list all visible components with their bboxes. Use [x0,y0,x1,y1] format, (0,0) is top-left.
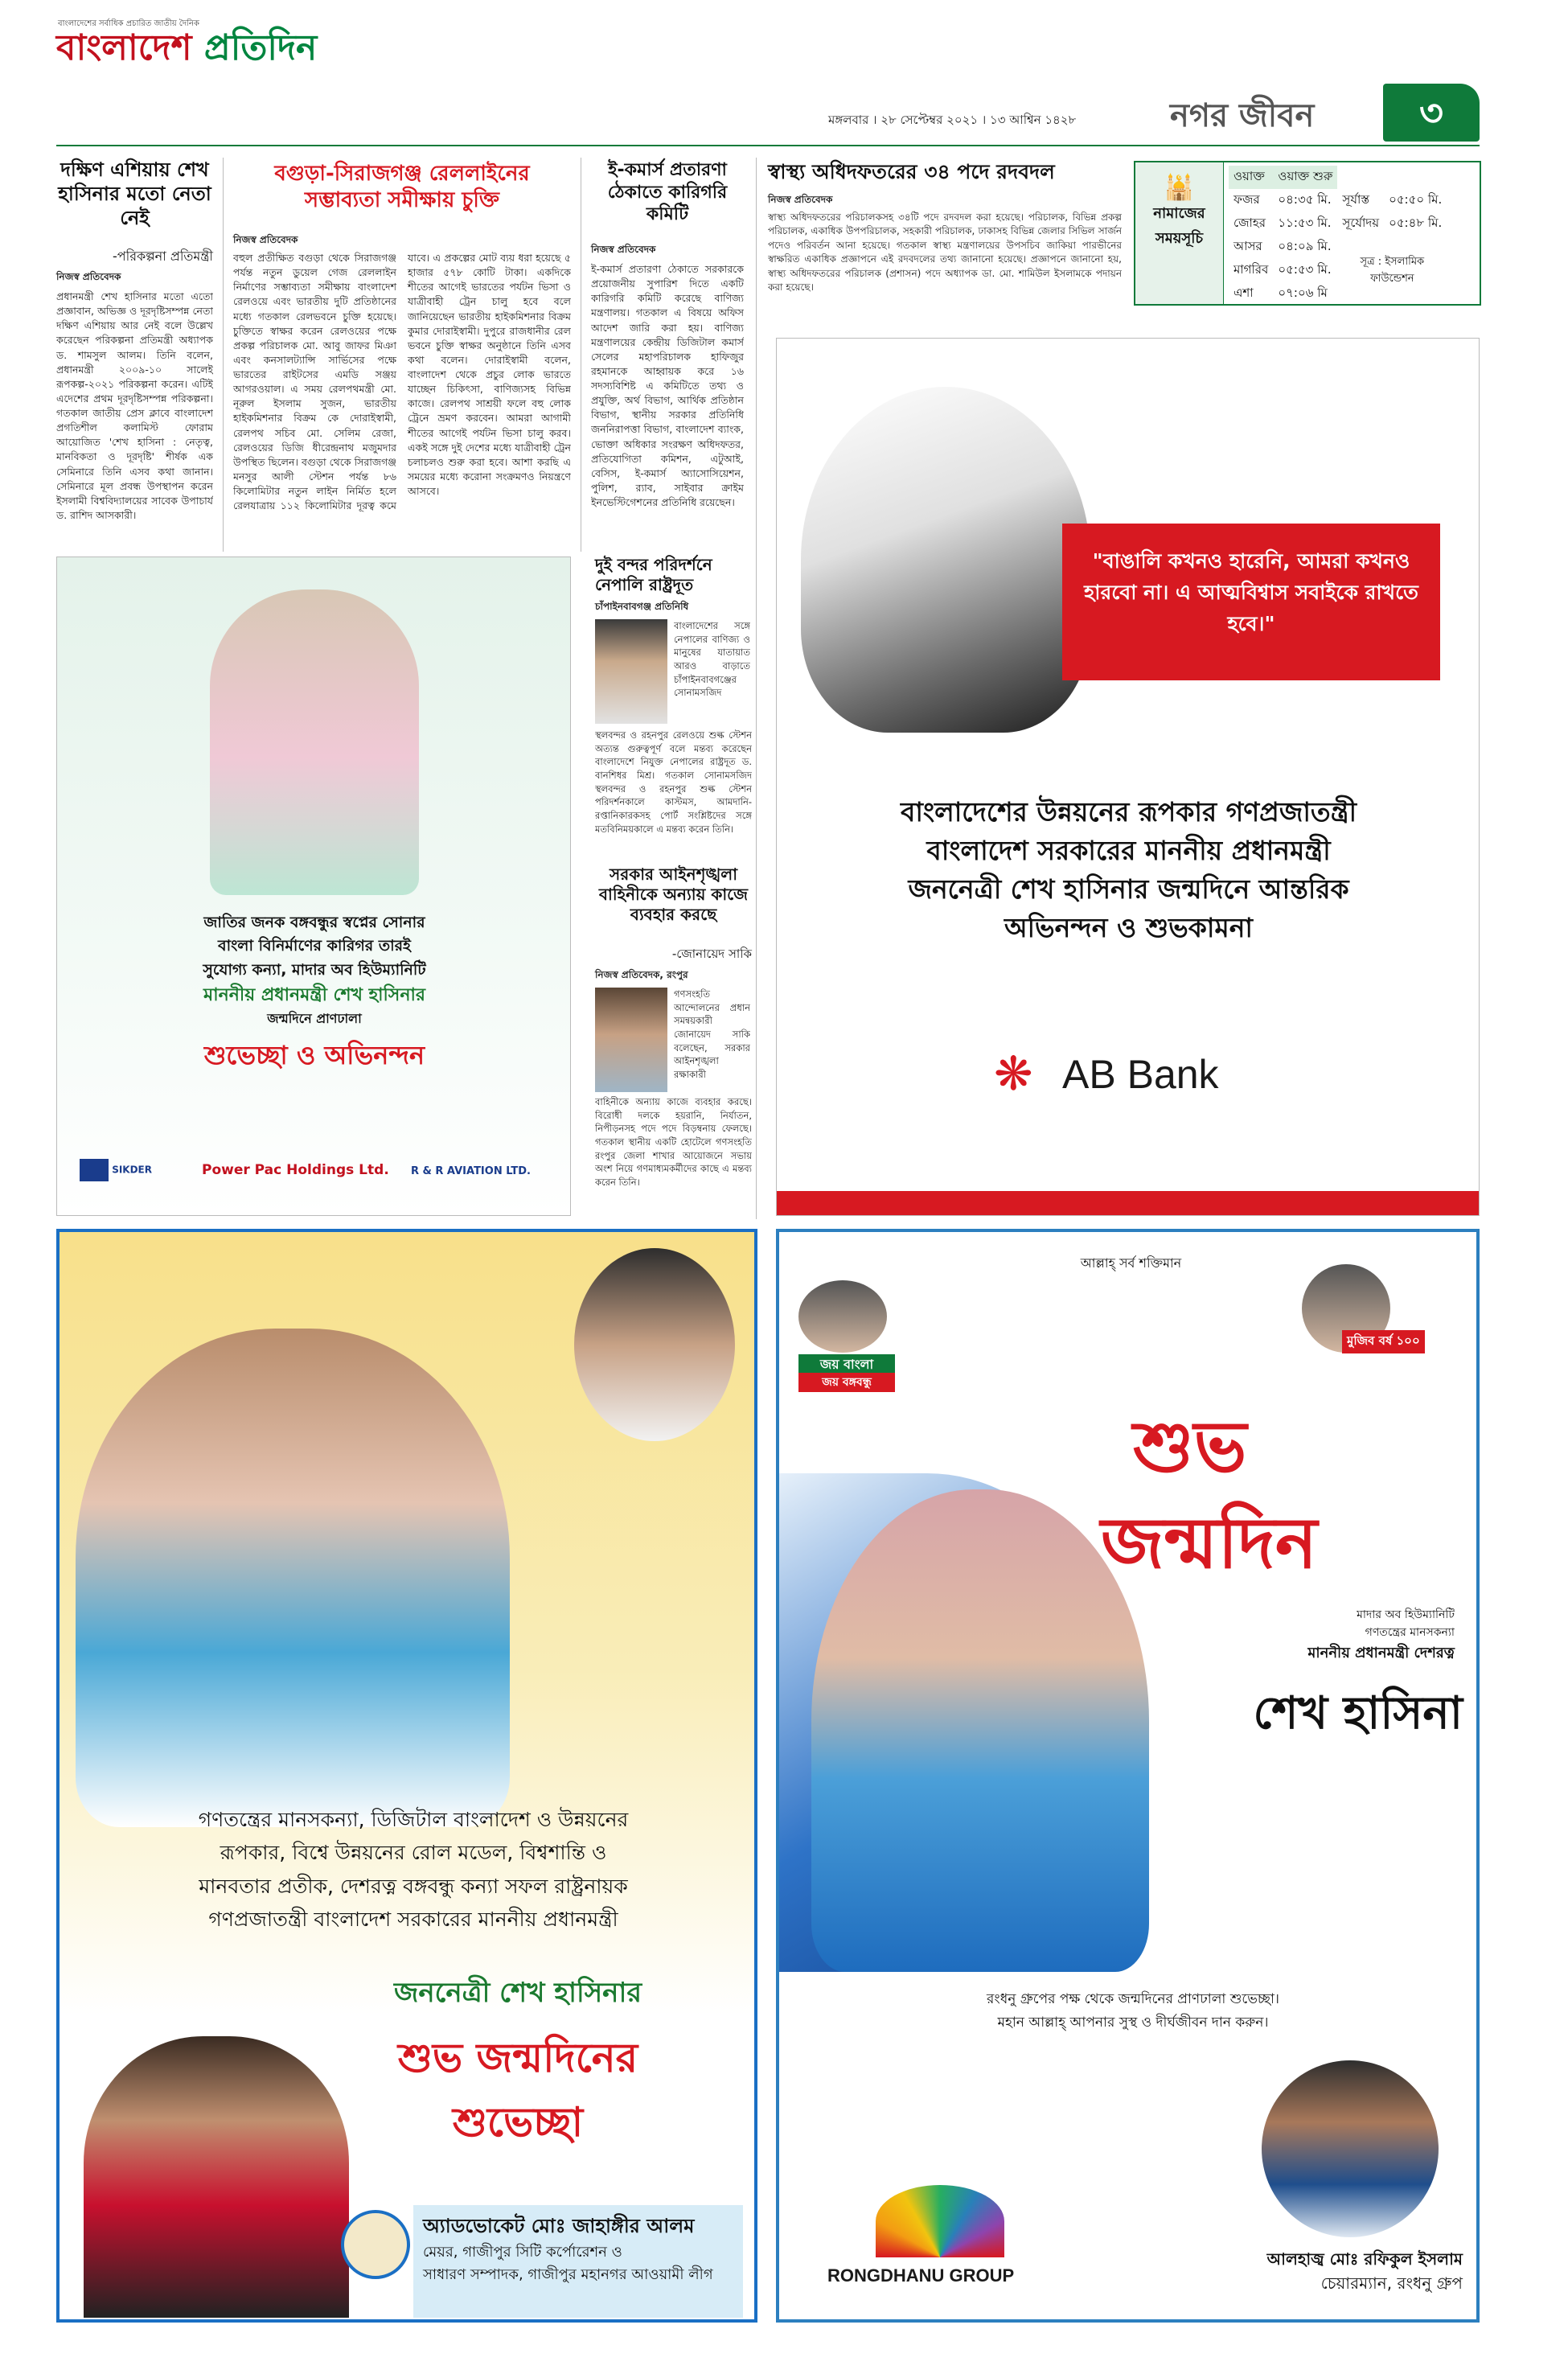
article4-body-side: বাংলাদেশের সঙ্গে নেপালের বাণিজ্য ও মানুষের যাতায়াত আরও বাড়াতে চাঁপাইনবাবগঞ্জের সোনামসজিদ [674,620,750,699]
ad-sikder-line3: সুযোগ্য কন্যা, মাদার অব হিউম্যানিটি [203,960,426,979]
prayer-name: এশা [1233,285,1254,300]
logo-part2: প্রতিদিন [203,27,318,68]
article4-byline: চাঁপাইনবাবগঞ্জ প্রতিনিধি [595,601,689,612]
article6-headline: স্বাস্থ্য অধিদফতরের ৩৪ পদে রদবদল [768,160,1055,183]
article2-byline: নিজস্ব প্রতিবেদক [233,234,298,245]
prayer-col-start: ওয়াক্ত শুরু [1273,166,1337,189]
prayer-source: সূত্র : ইসলামিক ফাউন্ডেশন [1360,255,1425,285]
article6-body: স্বাস্থ্য অধিদফতরের পরিচালকসহ ৩৪টি পদে রদবদল করা হয়েছে। পরিচালক, বিভিন্ন প্রকল্প পরিচালক, একাধিক উপপরিচালক, সহকারী পরিচালক, ঢাকাসহ বিভিন্ন জেলার সিভিল সার্জন পদেও পরিবর্তন আনা হয়েছে। গতকাল স্বাস্থ্য মন্ত্রণালয়ের উপসচিব জাকিয়া পারভীনের স্বাক্ষরিত একাধিক প্রজ্ঞাপনে এই রদবদলের তথ্য জানানো হয়েছে। প্রজ্ঞাপনে জানানো হয়, স্বাস্থ্য অধিদফতরের পরিচালক (প্রশাসন) পদে অধ্যাপক ডা. মো. শামিউল ইসলামকে পদায়ন করা হয়েছে। [768,212,1122,293]
ad-rongdhanu-sub [1197,1606,1455,1665]
article2-headline-line2: সম্ভাব্যতা সমীক্ষায় চুক্তি [304,187,500,212]
article3-headline: ই-কমার্স প্রতারণা ঠেকাতে কারিগরি কমিটি [607,160,728,224]
leader-photo [811,1489,1149,1972]
mosque-icon: 🕌 [1164,174,1195,202]
mayor-name: অ্যাডভোকেট মোঃ জাহাঙ্গীর আলম [423,2215,695,2237]
mayor-title2: সাধারণ সম্পাদক, গাজীপুর মহানগর আওয়ামী লীগ [423,2266,713,2284]
article3-byline: নিজস্ব প্রতিবেদক [591,244,656,255]
leader-photo [210,589,419,895]
prayer-title-1: নামাজের [1153,205,1205,222]
prayer-name: জোহর [1233,216,1266,230]
sunrise-time: ০৫:৪৮ মি. [1389,216,1443,230]
sikder-logo [80,1159,152,1181]
rongdhanu-brand: RONGDHANU GROUP [827,2265,1015,2286]
ad-gazipur-line4: গণপ্রজাতন্ত্রী বাংলাদেশ সরকারের মাননীয় প্রধানমন্ত্রী [208,1907,618,1931]
article1-headline: দক্ষিণ এশিয়ায় শেখ হাসিনার মতো নেতা নেই [58,158,211,229]
prayer-time: ০৫:৫৩ মি. [1278,262,1332,277]
bangabandhu-photo [574,1248,735,1441]
ad-rongdhanu-top: আল্লাহ্‌ সর্ব শক্তিমান [1080,1255,1182,1271]
ad-rongdhanu-big2: জন্মদিন [1101,1501,1318,1584]
article5-subhead: -জোনায়েদ সাকি [671,947,752,961]
joy-bangla-photo [798,1280,887,1353]
sunrise-label: সূর্যোদয় [1342,216,1380,230]
sunset-label: সূর্যাস্ত [1342,192,1370,207]
abbank-red-band [777,1191,1480,1216]
page-number: ৩ [1383,84,1480,142]
joy-bangabandhu: জয় বঙ্গবন্ধু [798,1373,895,1392]
leader-sketch [801,387,1090,733]
ad-rongdhanu-sub1: মাদার অব হিউম্যানিটি [1357,1608,1455,1621]
ad-sikder-line2: বাংলা বিনির্মাণের কারিগর তারই [218,937,411,955]
ad-gazipur[interactable] [56,1229,757,2323]
ad-abbank-msg1: বাংলাদেশের উন্নয়নের রূপকার গণপ্রজাতন্ত্রী [900,796,1357,828]
prayer-name: আসর [1233,239,1262,253]
ad-rongdhanu-msg1: রংধনু গ্রুপের পক্ষ থেকে জন্মদিনের প্রাণঢালা শুভেচ্ছা। [987,1991,1279,2007]
newspaper-logo[interactable] [56,27,318,68]
ad-gazipur-text [108,1803,719,1936]
issue-date: মঙ্গলবার । ২৮ সেপ্টেম্বর ২০২১ । ১৩ আশ্বিন ১৪২৮ [828,113,1077,127]
ad-abbank-msg4: অভিনন্দন ও শুভকামনা [1004,911,1253,943]
prayer-title-2: সময়সূচি [1155,230,1204,247]
prayer-times-box [1134,161,1481,306]
chairman-title: চেয়ারম্যান, রংধনু গ্রুপ [1320,2273,1463,2293]
column-rule [223,158,224,552]
ad-gazipur-line7: শুভেচ্ছা [452,2099,584,2146]
mujib-borsho-logo: মুজিব বর্ষ ১০০ [1342,1330,1425,1353]
rainbow-logo [876,2185,1004,2257]
ad-abbank-message [801,793,1456,947]
article5-body-side: গণসংহতি আন্দোলনের প্রধান সমন্বয়কারী জোনায়েদ সাকি বলেছেন, সরকার আইনশৃঙ্খলা রক্ষাকারী [674,988,750,1081]
masthead-tagline: বাংলাদেশের সর্বাধিক প্রচারিত জাতীয় দৈনিক [58,19,199,28]
mayor-title1: মেয়র, গাজীপুর সিটি কর্পোরেশন ও [423,2244,622,2261]
sunset-time: ০৫:৫০ মি. [1389,192,1443,207]
logo-part1: বাংলাদেশ [56,27,204,68]
prayer-time: ১১:৫৩ মি. [1278,216,1332,230]
ad-abbank[interactable] [776,338,1480,1216]
rr-aviation-logo: R & R AVIATION LTD. [411,1165,531,1177]
mayor-info [413,2205,743,2318]
ambassador-photo [595,619,667,724]
article1-body: প্রধানমন্ত্রী শেখ হাসিনার মতো এতো প্রজ্ঞাবান, অভিজ্ঞ ও দূরদৃষ্টিসম্পন্ন নেতা দক্ষিণ এশিয়ায় আর নেই বলে উল্লেখ করেছেন পরিকল্পনা প্রতিমন্ত্রী অধ্যাপক ড. শামসুল আলম। তিনি বলেন, প্রধানমন্ত্রী ২০০৯-১০ সালেই রূপকল্প-২০২১ পরিকল্পনা করেন। এটিই এদেশের প্রথম দূরদৃষ্টিসম্পন্ন পরিকল্পনা। গতকাল জাতীয় প্রেস ক্লাবে বাংলাদেশ প্রগতিশীল কলামিস্ট ফোরাম আয়োজিত 'শেখ হাসিনা : নেতৃত্ব, মানবিকতা ও দূরদৃষ্টি' শীর্ষক এক সেমিনারে তিনি এসব কথা জানান। সেমিনারে মূল প্রবন্ধ উপস্থাপন করেন ইসলামী বিশ্ববিদ্যালয়ের সাবেক উপাচার্য ড. রাশিদ আসকারী। [56,290,213,521]
article4-body: স্থলবন্দর ও রহনপুর রেলওয়ে শুল্ক স্টেশন অত্যন্ত গুরুত্বপূর্ণ বলে মন্তব্য করেছেন বাংলাদেশে নিযুক্ত নেপালের রাষ্ট্রদূত ড. বানশিধর মিশ্র। গতকাল সোনামসজিদ স্থলবন্দর ও রহনপুর শুল্ক স্টেশন পরিদর্শনকালে কাস্টমস, আমদানি-রপ্তানিকারকসহ পোর্ট সংশ্লিষ্টদের সঙ্গে মতবিনিময়কালে এ মন্তব্য করেন তিনি। [595,729,752,835]
article2-headline [229,161,575,213]
article1-subhead: -পরিকল্পনা প্রতিমন্ত্রী [112,248,213,264]
mayor-photo [84,2036,349,2318]
masthead-rule [56,145,1480,146]
article2-body: বহুল প্রতীক্ষিত বগুড়া থেকে সিরাজগঞ্জ পর্যন্ত নতুন ডুয়েল গেজ রেললাইন নির্মাণের সম্ভাব্যতা সমীক্ষায় বাংলাদেশ রেলওয়ে এবং ভারতীয় দুটি প্রতিষ্ঠানের মধ্যে গতকাল রেলভবনে চুক্তি হয়েছে। চুক্তিতে স্বাক্ষর করেন রেলওয়ের পক্ষে প্রকল্প পরিচালক মো. আবু জাফর মিঞা এবং কনসালট্যান্সি সার্ভিসের পক্ষে ভারতের রাইটসের এমডি সঞ্জয় আগরওয়াল। এ সময় রেলপথমন্ত্রী মো. নূরুল ইসলাম সুজন, ভারতীয় হাইকমিশনার বিক্রম কে দোরাইস্বামী, রেলপথ সচিব মো. সেলিম রেজা, রেলওয়ের ডিজি ধীরেন্দ্রনাথ মজুমদার উপস্থিত ছিলেন। বগুড়া থেকে সিরাজগঞ্জ মনসুর আলী স্টেশন পর্যন্ত ৮৬ কিলোমিটার নতুন লাইন নির্মিত হলে রেলযাত্রায় ১১২ কিলোমিটার দূরত্ব কমে যাবে। এ প্রকল্পের মোট ব্যয় ধরা হয়েছে ৫ হাজার ৫৭৮ কোটি টাকা। একদিকে শীতের আগেই ভারতের পর্যটন ভিসা ও যাত্রীবাহী ট্রেন চালু হবে বলে জানিয়েছেন ভারতীয় হাইকমিশনার বিক্রম কুমার দোরাইস্বামী। দুপুরে রাজধানীর রেল ভবনে চুক্তি স্বাক্ষর অনুষ্ঠানে তিনি এসব কথা বলেন। দোরাইস্বামী বলেন, বাংলাদেশ থেকে প্রচুর লোক ভারতে যাচ্ছেন চিকিৎসা, বাণিজ্যসহ বিভিন্ন কাজে। রেলপথ সাশ্রয়ী ফলে বহু লোক ট্রেনে ভ্রমণ করবেন। আমরা আগামী শীতের আগেই পর্যটন ভিসা চালু করব। একই সঙ্গে দুই দেশের মধ্যে যাত্রীবাহী ট্রেন চলাচলও শুরু করা হবে। আশা করছি এ সময়ের মধ্যে করোনা সংক্রমণও নিয়ন্ত্রণে আসবে। [233,252,571,512]
saki-photo [595,988,667,1092]
ad-abbank-quote: "বাঙালি কখনও হারেনি, আমরা কখনও হারবো না। এ আত্মবিশ্বাস সবাইকে রাখতে হবে।" [1062,524,1440,680]
ad-gazipur-line6: শুভ জন্মদিনের [397,2035,638,2081]
ad-sikder-line6: শুভেচ্ছা ও অভিনন্দন [203,1040,425,1071]
article2-headline-line1: বগুড়া-সিরাজগঞ্জ রেললাইনের [274,162,530,186]
ad-rongdhanu-big1: শুভ [1133,1404,1247,1488]
leader-photo [76,1329,510,1827]
gazipur-city-logo [341,2210,410,2279]
prayer-name: মাগরিব [1233,262,1269,277]
chairman-name: আলহাজ্ব মোঃ রফিকুল ইসলাম [1266,2249,1463,2269]
ad-rongdhanu[interactable] [776,1229,1480,2323]
ad-sikder[interactable] [56,557,571,1216]
ad-rongdhanu-sub2: গণতন্ত্রের মানসকন্যা [1365,1626,1455,1640]
chairman-photo [1262,2060,1439,2237]
ad-sikder-line1: জাতির জনক বঙ্গবন্ধুর স্বপ্নের সোনার [203,914,425,931]
ad-gazipur-line1: গণতন্ত্রের মানসকন্যা, ডিজিটাল বাংলাদেশ ও উন্নয়নের [198,1808,629,1831]
ad-abbank-msg2: বাংলাদেশ সরকারের মাননীয় প্রধানমন্ত্রী [926,834,1331,866]
article5-byline: নিজস্ব প্রতিবেদক, রংপুর [595,969,688,980]
ad-rongdhanu-msg2: মহান আল্লাহ্‌ আপনার সুস্থ ও দীর্ঘজীবন দান করুন। [997,2014,1269,2031]
ad-gazipur-line5: জননেত্রী শেখ হাসিনার [393,1977,642,2009]
prayer-title-panel [1135,162,1224,304]
prayer-time: ০৪:০৯ মি. [1278,239,1332,253]
ad-rongdhanu-message [811,1988,1455,2035]
ad-abbank-msg3: জননেত্রী শেখ হাসিনার জন্মদিনে আন্তরিক [908,873,1349,905]
section-title: নগর জীবন [1170,97,1315,134]
ad-rongdhanu-name: শেখ হাসিনা [1253,1687,1463,1739]
prayer-time: ০৪:৩৫ মি. [1278,192,1332,207]
ad-sikder-text [57,911,571,1076]
article6-byline: নিজস্ব প্রতিবেদক [768,194,833,205]
column-rule [756,158,757,1219]
prayer-table [1229,166,1447,306]
ad-sikder-line4: মাননীয় প্রধানমন্ত্রী শেখ হাসিনার [203,985,425,1006]
article1-byline: নিজস্ব প্রতিবেদক [56,271,121,282]
powerpac-logo: Power Pac Holdings Ltd. [202,1162,389,1178]
abbank-brand: AB Bank [1062,1052,1219,1097]
article4-headline: দুই বন্দর পরিদর্শনে নেপালি রাষ্ট্রদূত [595,555,712,594]
article5-body: বাহিনীকে অন্যায় কাজে ব্যবহার করছে। বিরোধী দলকে হয়রানি, নির্যাতন, নিপীড়নসহ পদে পদে বিড়ম্বনায় ফেলছে। গতকাল স্থানীয় একটি হোটেলে গণসংহতি রংপুর জেলা শাখার আয়োজনে সভায় অংশ নিয়ে গণমাধ্যমকর্মীদের কাছে এ মন্তব্য করেন তিনি। [595,1096,752,1189]
prayer-name: ফজর [1233,192,1260,207]
ad-gazipur-line2: রূপকার, বিশ্বে উন্নয়নের রোল মডেল, বিশ্বশান্তি ও [220,1841,607,1865]
prayer-time: ০৭:০৬ মি [1278,285,1328,300]
abbank-logo-icon: ❋ [994,1046,1033,1101]
ad-rongdhanu-sub3: মাননীয় প্রধানমন্ত্রী দেশরত্ন [1307,1644,1455,1661]
sikder-logo-text: SIKDER [112,1164,152,1176]
prayer-col-waqt: ওয়াক্ত [1229,166,1273,189]
ad-gazipur-line3: মানবতার প্রতীক, দেশরত্ন বঙ্গবন্ধু কন্যা সফল রাষ্ট্রনায়ক [199,1874,628,1898]
chairman-info [1149,2247,1463,2295]
ad-sikder-line5: জন্মদিনে প্রাণঢালা [267,1011,362,1027]
article5-headline: সরকার আইনশৃঙ্খলা বাহিনীকে অন্যায় কাজে ব্যবহার করছে [598,865,749,924]
joy-bangla: জয় বাংলা [798,1354,895,1376]
article3-body: ই-কমার্স প্রতারণা ঠেকাতে সরকারকে প্রয়োজনীয় সুপারিশ দিতে একটি কারিগরি কমিটি করেছে বাণিজ্য মন্ত্রণালয়। গতকাল এ বিষয়ে অফিস আদেশ জারি করা হয়। বাণিজ্য মন্ত্রণালয়ের কেন্দ্রীয় ডিজিটাল কমার্স সেলের মহাপরিচালক হাফিজুর রহমানকে আহ্বায়ক করে ১৬ সদস্যবিশিষ্ট এ কমিটিতে তথ্য ও প্রযুক্তি, অর্থ বিভাগ, আর্থিক প্রতিষ্ঠান বিভাগ, স্থানীয় সরকার প্রতিনিধি জননিরাপত্তা বিভাগ, বাংলাদেশ ব্যাংক, ভোক্তা অধিকার সংরক্ষণ অধিদফতর, প্রতিযোগিতা কমিশন, এটুআই, বেসিস, ই-কমার্স অ্যাসোসিয়েশন, পুলিশ, র‍্যাব, সাইবার ক্রাইম ইনভেস্টিগেশনের প্রতিনিধি রয়েছেন। [591,263,744,508]
